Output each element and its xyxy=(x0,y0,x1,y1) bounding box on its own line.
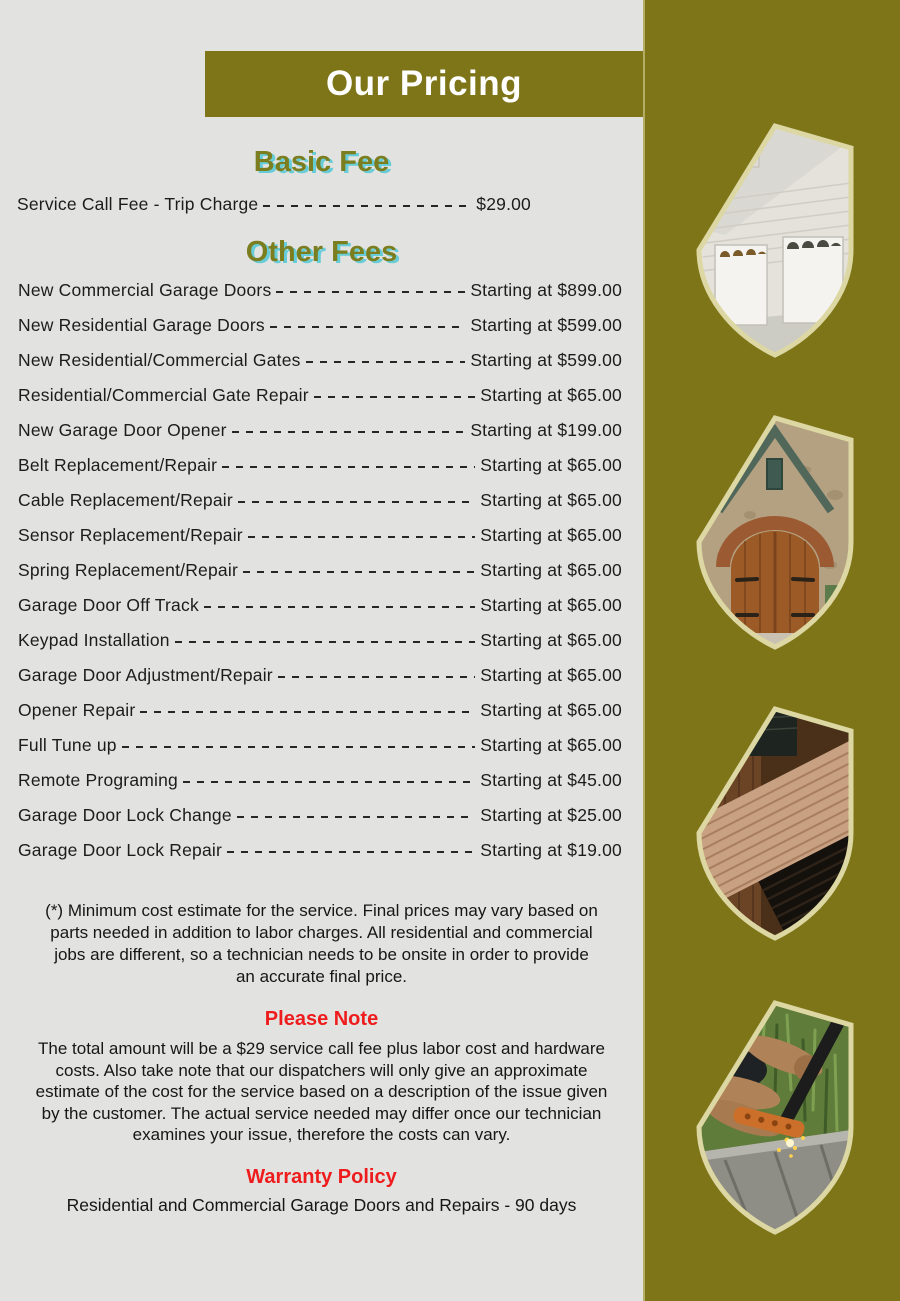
fee-dash-leader xyxy=(278,676,475,678)
fee-row xyxy=(18,343,622,378)
fee-row xyxy=(18,518,622,553)
basic-fee-list xyxy=(0,187,643,222)
fee-row xyxy=(18,378,622,413)
fee-row xyxy=(18,623,622,658)
fee-price: Starting at $599.00 xyxy=(470,315,622,335)
fee-row xyxy=(17,187,531,222)
fee-dash-leader xyxy=(314,396,475,398)
fee-row xyxy=(18,798,622,833)
fee-label: Keypad Installation xyxy=(18,630,170,650)
fee-dash-leader xyxy=(122,746,476,748)
fee-dash-leader xyxy=(227,851,475,853)
page-title: Our Pricing xyxy=(325,64,523,103)
minimum-cost-disclaimer: (*) Minimum cost estimate for the service. Final prices may vary based on parts needed in addition to labor charges. All residential and commercial jobs are different, so a technician needs to be onsite in order to provide an accurate final price. xyxy=(45,901,598,986)
pricing-banner xyxy=(205,51,643,117)
fee-price: Starting at $65.00 xyxy=(480,525,622,545)
pricing-content xyxy=(0,117,643,1216)
fee-price: $29.00 xyxy=(476,194,531,214)
fee-dash-leader xyxy=(276,291,465,293)
basic-fee-heading: Basic Fee xyxy=(253,146,390,178)
fee-price: Starting at $65.00 xyxy=(480,735,622,755)
fee-row xyxy=(18,553,622,588)
fee-label: New Residential Garage Doors xyxy=(18,315,265,335)
fee-label: Belt Replacement/Repair xyxy=(18,455,218,475)
please-note-body: The total amount will be a $29 service call fee plus labor cost and hardware costs. Also take note that our dispatchers will only give an approximate estimate of the cost for the service based on a description of the issue given by the customer. The actual service needed may differ once our technician examines your issue, therefore the costs can vary. xyxy=(35,1039,608,1144)
fee-dash-leader xyxy=(248,536,475,538)
shield-photo-stone-house xyxy=(695,415,855,650)
shield-photo-white-garage xyxy=(695,123,855,358)
fee-dash-leader xyxy=(238,501,475,503)
fee-row xyxy=(18,833,622,868)
fee-price: Starting at $45.00 xyxy=(480,770,622,790)
fee-label: Opener Repair xyxy=(18,700,136,720)
fee-label: New Residential/Commercial Gates xyxy=(18,350,301,370)
fee-row xyxy=(18,588,622,623)
fee-dash-leader xyxy=(222,466,475,468)
fee-row xyxy=(18,658,622,693)
fee-price: Starting at $65.00 xyxy=(480,595,622,615)
fee-dash-leader xyxy=(140,711,475,713)
fee-label: Garage Door Off Track xyxy=(18,595,199,615)
shield-photo-welding-technician xyxy=(695,1000,855,1235)
fee-dash-leader xyxy=(183,781,475,783)
fee-label: Remote Programing xyxy=(18,770,178,790)
fee-price: Starting at $65.00 xyxy=(480,630,622,650)
other-fees-list xyxy=(0,273,643,868)
fee-label: Full Tune up xyxy=(18,735,117,755)
fee-row xyxy=(18,273,622,308)
fee-row xyxy=(18,448,622,483)
fee-dash-leader xyxy=(243,571,475,573)
please-note-heading: Please Note xyxy=(264,1008,379,1030)
fee-price: Starting at $65.00 xyxy=(480,385,622,405)
fee-dash-leader xyxy=(263,205,471,207)
fee-label: Garage Door Adjustment/Repair xyxy=(18,665,273,685)
fee-dash-leader xyxy=(175,641,476,643)
fee-price: Starting at $599.00 xyxy=(470,350,622,370)
fee-price: Starting at $19.00 xyxy=(480,840,622,860)
fee-dash-leader xyxy=(306,361,466,363)
fee-price: Starting at $25.00 xyxy=(480,805,622,825)
fee-row xyxy=(18,483,622,518)
fee-label: Garage Door Lock Repair xyxy=(18,840,223,860)
fee-price: Starting at $65.00 xyxy=(480,455,622,475)
warranty-policy-body: Residential and Commercial Garage Doors and Repairs - 90 days xyxy=(66,1194,577,1215)
fee-row xyxy=(18,413,622,448)
other-fees-heading: Other Fees xyxy=(245,236,398,268)
fee-price: Starting at $899.00 xyxy=(470,280,622,300)
photo-sidebar xyxy=(643,0,900,1301)
fee-label: New Garage Door Opener xyxy=(18,420,227,440)
fee-label: Sensor Replacement/Repair xyxy=(18,525,243,545)
fee-label: Garage Door Lock Change xyxy=(18,805,232,825)
fee-label: Cable Replacement/Repair xyxy=(18,490,233,510)
fee-row xyxy=(18,728,622,763)
fee-price: Starting at $199.00 xyxy=(470,420,622,440)
fee-price: Starting at $65.00 xyxy=(480,490,622,510)
fee-dash-leader xyxy=(270,326,465,328)
fee-price: Starting at $65.00 xyxy=(480,665,622,685)
fee-row xyxy=(18,763,622,798)
fee-row xyxy=(18,693,622,728)
fee-label: Service Call Fee - Trip Charge xyxy=(17,194,259,214)
fee-price: Starting at $65.00 xyxy=(480,700,622,720)
fee-dash-leader xyxy=(232,431,466,433)
fee-label: Residential/Commercial Gate Repair xyxy=(18,385,309,405)
fee-label: Spring Replacement/Repair xyxy=(18,560,238,580)
fee-dash-leader xyxy=(204,606,475,608)
fee-label: New Commercial Garage Doors xyxy=(18,280,272,300)
warranty-policy-heading: Warranty Policy xyxy=(246,1165,397,1188)
fee-dash-leader xyxy=(237,816,475,818)
fee-price: Starting at $65.00 xyxy=(480,560,622,580)
shield-photo-modern-wood-door xyxy=(695,706,855,941)
fee-row xyxy=(18,308,622,343)
